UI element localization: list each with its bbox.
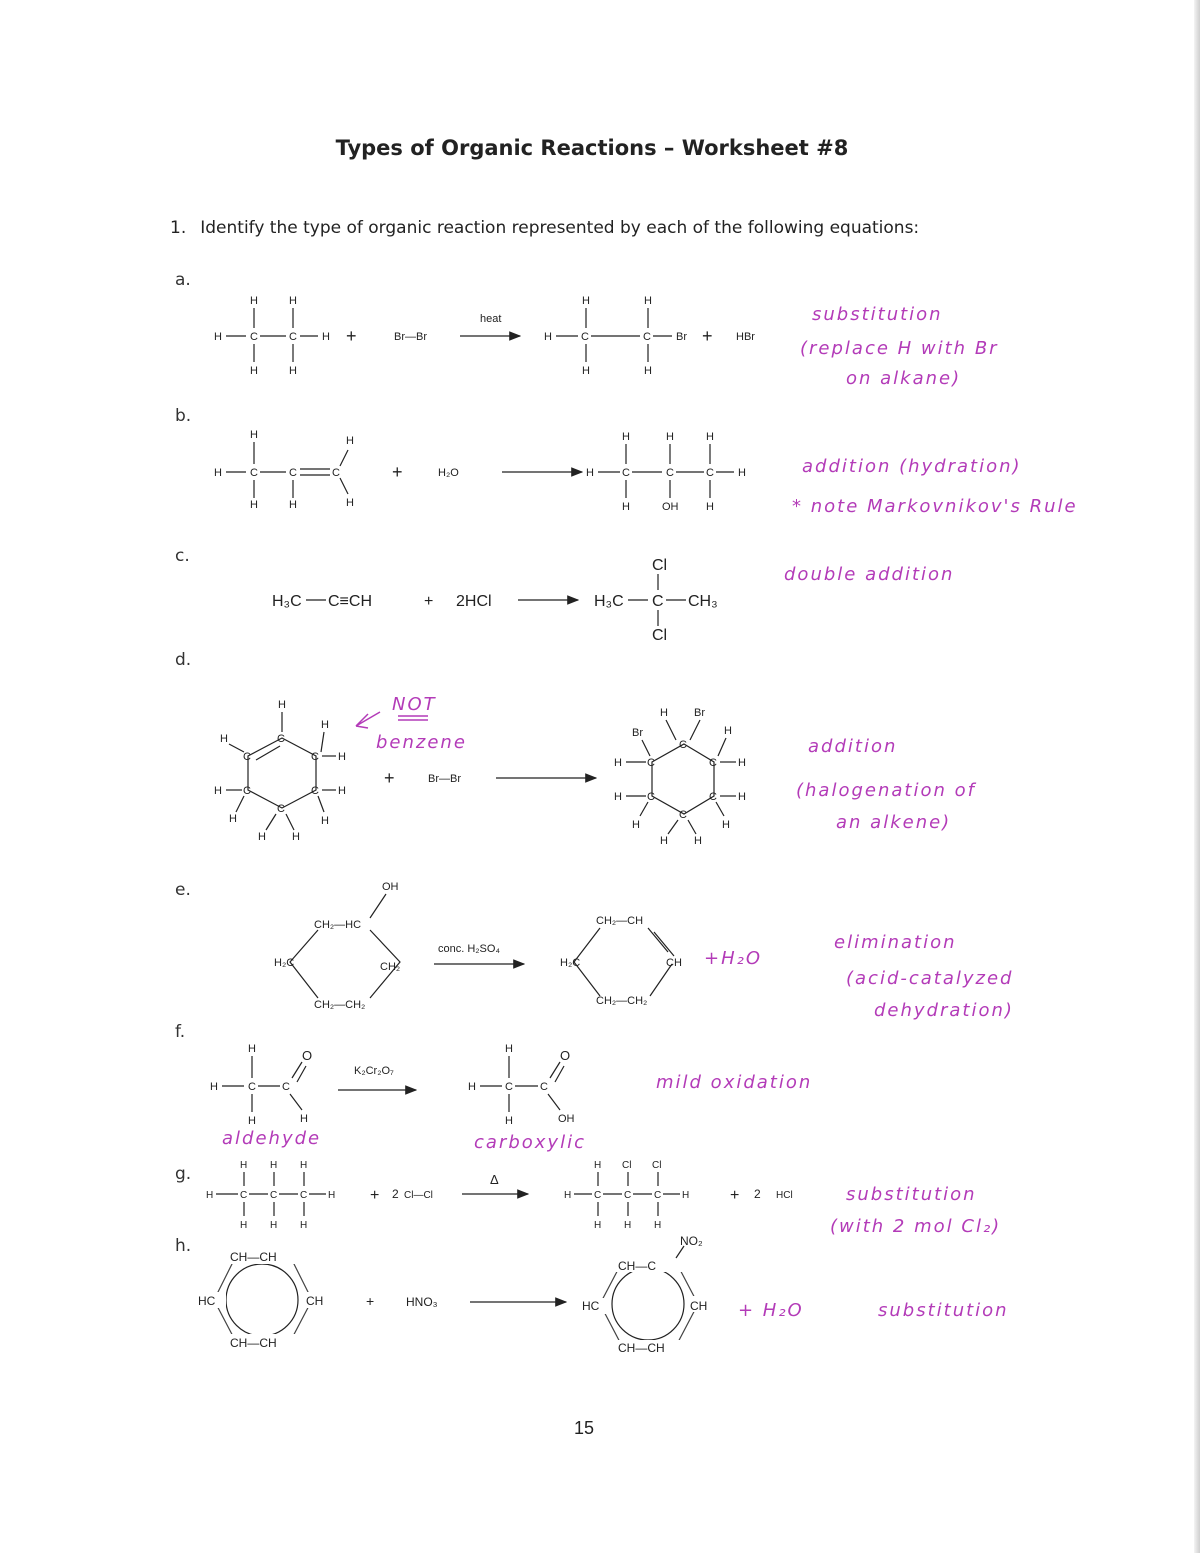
hydroxyl: OH	[558, 1113, 575, 1125]
ring-bottom: CH—CH	[618, 1341, 665, 1355]
plus-sign: +	[384, 768, 395, 788]
hydroxyl: OH	[382, 881, 399, 893]
atom-c: C	[311, 751, 319, 763]
atom-h: H	[229, 813, 237, 825]
atom-c: C	[581, 331, 589, 343]
reaction-d	[214, 699, 746, 847]
atom-h: H	[632, 819, 640, 831]
atom-h: H	[586, 467, 594, 479]
answer-f: mild oxidation	[656, 1072, 813, 1093]
plus-sign: +	[366, 1293, 375, 1309]
atom-h: H	[468, 1081, 476, 1093]
plus-sign: +	[346, 326, 357, 346]
heat-symbol: Δ	[490, 1172, 499, 1187]
atom-h: H	[706, 501, 714, 513]
atom-c: C	[709, 757, 717, 769]
atom-cl: Cl	[622, 1160, 632, 1171]
atom-h: H	[220, 733, 228, 745]
answer-e-line2: (acid-catalyzed	[846, 968, 1014, 989]
label-aldehyde: aldehyde	[222, 1128, 322, 1149]
hcl-reactant: 2HCl	[456, 593, 492, 610]
atom-h: H	[564, 1190, 572, 1201]
atom-c: C	[652, 593, 664, 610]
atom-c: C	[277, 733, 285, 745]
reaction-c	[272, 557, 718, 644]
chlorine-reactant: Cl—Cl	[404, 1190, 433, 1201]
annotation-arrow	[356, 712, 380, 728]
atom-h: H	[250, 295, 258, 307]
atom-h: H	[240, 1220, 248, 1231]
atom-h: H	[214, 785, 222, 797]
atom-h: H	[250, 365, 258, 377]
atom-h: H	[614, 791, 622, 803]
coefficient: 2	[754, 1187, 761, 1201]
atom-h: H	[300, 1113, 308, 1125]
coefficient: 2	[392, 1187, 399, 1201]
atom-c: C	[248, 1081, 256, 1093]
hcl-product: HCl	[776, 1190, 793, 1201]
atom-h: H	[724, 725, 732, 737]
atom-h: H	[240, 1160, 248, 1171]
answer-c: double addition	[784, 564, 955, 585]
atom-h: H	[289, 499, 297, 511]
atom-h: H	[270, 1160, 278, 1171]
ch3-group: CH₃	[688, 593, 718, 610]
atom-h: H	[738, 467, 746, 479]
atom-o: O	[560, 1048, 571, 1063]
ring-right: CH	[666, 957, 682, 969]
atom-c: C	[250, 331, 258, 343]
atom-c: C	[666, 467, 674, 479]
atom-br: Br	[676, 331, 687, 343]
atom-br: Br	[694, 707, 705, 719]
atom-c: C	[679, 739, 687, 751]
reaction-f	[210, 1043, 575, 1127]
atom-h: H	[694, 835, 702, 847]
ring-top: CH₂—CH	[596, 915, 644, 927]
atom-c: C	[270, 1190, 278, 1201]
atom-h: H	[206, 1190, 214, 1201]
alkyne-group: C≡CH	[328, 593, 372, 610]
ring-right: CH₂	[380, 961, 401, 973]
atom-h: H	[338, 751, 346, 763]
atom-c: C	[282, 1081, 290, 1093]
atom-h: H	[321, 815, 329, 827]
atom-h: H	[248, 1043, 256, 1055]
label-d: d.	[175, 650, 192, 670]
ring-bottom: CH₂—CH₂	[596, 995, 648, 1007]
atom-c: C	[647, 757, 655, 769]
atom-c: C	[643, 331, 651, 343]
atom-h: H	[666, 431, 674, 443]
answer-e-line1: elimination	[834, 932, 957, 953]
bromine-reactant: Br—Br	[394, 331, 427, 343]
label-f: f.	[175, 1022, 186, 1042]
atom-c: C	[654, 1190, 662, 1201]
reaction-b	[214, 429, 746, 513]
page-number: 15	[573, 1418, 595, 1438]
question-number: 1.	[170, 218, 187, 238]
ring-left: HC	[582, 1299, 600, 1313]
atom-h: H	[544, 331, 552, 343]
answer-b-line1: addition (hydration)	[802, 456, 1022, 477]
label-b: b.	[175, 406, 192, 426]
label-e: e.	[175, 880, 191, 900]
atom-c: C	[243, 785, 251, 797]
answer-d-line2: (halogenation of	[796, 780, 976, 801]
reagent-h2so4: conc. H₂SO₄	[438, 943, 500, 955]
answer-a-line2: (replace H with Br	[800, 338, 999, 359]
ring-left: H₂C	[274, 957, 295, 969]
ring-left: HC	[198, 1294, 216, 1308]
atom-h: H	[582, 365, 590, 377]
ring-top: CH—CH	[230, 1250, 277, 1264]
answer-e-line3: dehydration)	[874, 1000, 1014, 1021]
atom-c: C	[311, 785, 319, 797]
atom-c: C	[709, 791, 717, 803]
atom-h: H	[258, 831, 266, 843]
water-product-h: + H₂O	[738, 1300, 804, 1321]
answer-b-line2: * note Markovnikov's Rule	[792, 496, 1078, 517]
atom-c: C	[594, 1190, 602, 1201]
plus-sign: +	[730, 1187, 740, 1204]
atom-o: O	[302, 1048, 313, 1063]
reaction-g	[206, 1160, 793, 1231]
atom-h: H	[300, 1160, 308, 1171]
atom-h: H	[214, 331, 222, 343]
answer-a-line3: on alkane)	[846, 368, 962, 389]
answer-a-line1: substitution	[812, 304, 943, 325]
label-c: c.	[175, 546, 190, 566]
label-h: h.	[175, 1236, 192, 1256]
atom-c: C	[240, 1190, 248, 1201]
atom-c: C	[300, 1190, 308, 1201]
nitro-group: NO₂	[680, 1234, 703, 1248]
atom-h: H	[322, 331, 330, 343]
h3c-group: H₃C	[272, 593, 302, 610]
atom-h: H	[250, 499, 258, 511]
atom-c: C	[289, 467, 297, 479]
answer-g-line1: substitution	[846, 1184, 977, 1205]
atom-c: C	[679, 809, 687, 821]
ring-bottom: CH₂—CH₂	[314, 999, 366, 1011]
answer-g-line2: (with 2 mol Cl₂)	[830, 1216, 1002, 1237]
ring-top: CH₂—HC	[314, 919, 362, 931]
plus-sign: +	[424, 593, 434, 610]
atom-h: H	[644, 365, 652, 377]
reaction-h	[196, 1234, 718, 1356]
atom-h: H	[614, 757, 622, 769]
atom-h: H	[505, 1043, 513, 1055]
atom-cl: Cl	[652, 627, 668, 644]
atom-h: H	[292, 831, 300, 843]
atom-c: C	[243, 751, 251, 763]
atom-c: C	[332, 467, 340, 479]
atom-h: H	[289, 295, 297, 307]
atom-c: C	[622, 467, 630, 479]
bromine-reactant: Br—Br	[428, 773, 461, 785]
atom-h: H	[738, 757, 746, 769]
label-a: a.	[175, 270, 191, 290]
atom-cl: Cl	[652, 557, 668, 574]
note-benzene: benzene	[376, 732, 467, 753]
atom-cl: Cl	[652, 1160, 662, 1171]
atom-h: H	[321, 719, 329, 731]
answer-d-line1: addition	[808, 736, 898, 757]
atom-h: H	[624, 1220, 632, 1231]
atom-h: H	[660, 707, 668, 719]
atom-h: H	[248, 1115, 256, 1127]
atom-c: C	[277, 803, 285, 815]
plus-sign: +	[392, 462, 403, 482]
atom-h: H	[654, 1220, 662, 1231]
water-product-e: +H₂O	[704, 948, 763, 969]
atom-h: H	[300, 1220, 308, 1231]
ring-bottom: CH—CH	[230, 1336, 277, 1350]
atom-h: H	[738, 791, 746, 803]
atom-c: C	[624, 1190, 632, 1201]
question-text: Identify the type of organic reaction represented by each of the following equations:	[200, 218, 920, 238]
atom-c: C	[647, 791, 655, 803]
hbr-product: HBr	[736, 331, 755, 343]
hydroxyl: OH	[662, 501, 679, 513]
answer-h: substitution	[878, 1300, 1009, 1321]
atom-h: H	[622, 501, 630, 513]
water-reactant: H₂O	[438, 467, 459, 479]
atom-h: H	[270, 1220, 278, 1231]
heat-label: heat	[480, 313, 502, 325]
atom-h: H	[346, 435, 354, 447]
atom-h: H	[594, 1160, 602, 1171]
page-title: Types of Organic Reactions – Worksheet #8	[335, 136, 849, 160]
atom-h: H	[594, 1220, 602, 1231]
atom-h: H	[706, 431, 714, 443]
reaction-e	[274, 881, 682, 1011]
atom-h: H	[622, 431, 630, 443]
h3c-group: H₃C	[594, 593, 624, 610]
ring-right: CH	[690, 1299, 708, 1313]
atom-h: H	[210, 1081, 218, 1093]
reaction-a	[214, 295, 755, 377]
ring-top: CH—C	[618, 1259, 656, 1273]
label-g: g.	[175, 1164, 192, 1184]
plus-sign: +	[370, 1187, 380, 1204]
atom-h: H	[328, 1190, 336, 1201]
atom-br: Br	[632, 727, 643, 739]
atom-h: H	[346, 497, 354, 509]
atom-c: C	[250, 467, 258, 479]
ring-right: CH	[306, 1294, 324, 1308]
atom-h: H	[338, 785, 346, 797]
nitric-acid: HNO₃	[406, 1295, 438, 1309]
answer-d-line3: an alkene)	[836, 812, 952, 833]
atom-h: H	[682, 1190, 690, 1201]
note-not: NOT	[392, 694, 437, 715]
atom-h: H	[250, 429, 258, 441]
atom-h: H	[644, 295, 652, 307]
atom-h: H	[505, 1115, 513, 1127]
atom-h: H	[660, 835, 668, 847]
atom-c: C	[505, 1081, 513, 1093]
label-carboxylic: carboxylic	[474, 1132, 586, 1153]
atom-h: H	[722, 819, 730, 831]
plus-sign: +	[702, 326, 713, 346]
atom-h: H	[289, 365, 297, 377]
ring-left: H₂C	[560, 957, 581, 969]
atom-c: C	[289, 331, 297, 343]
atom-c: C	[540, 1081, 548, 1093]
atom-h: H	[278, 699, 286, 711]
atom-c: C	[706, 467, 714, 479]
atom-h: H	[214, 467, 222, 479]
atom-h: H	[582, 295, 590, 307]
reagent-dichromate: K₂Cr₂O₇	[354, 1065, 394, 1077]
